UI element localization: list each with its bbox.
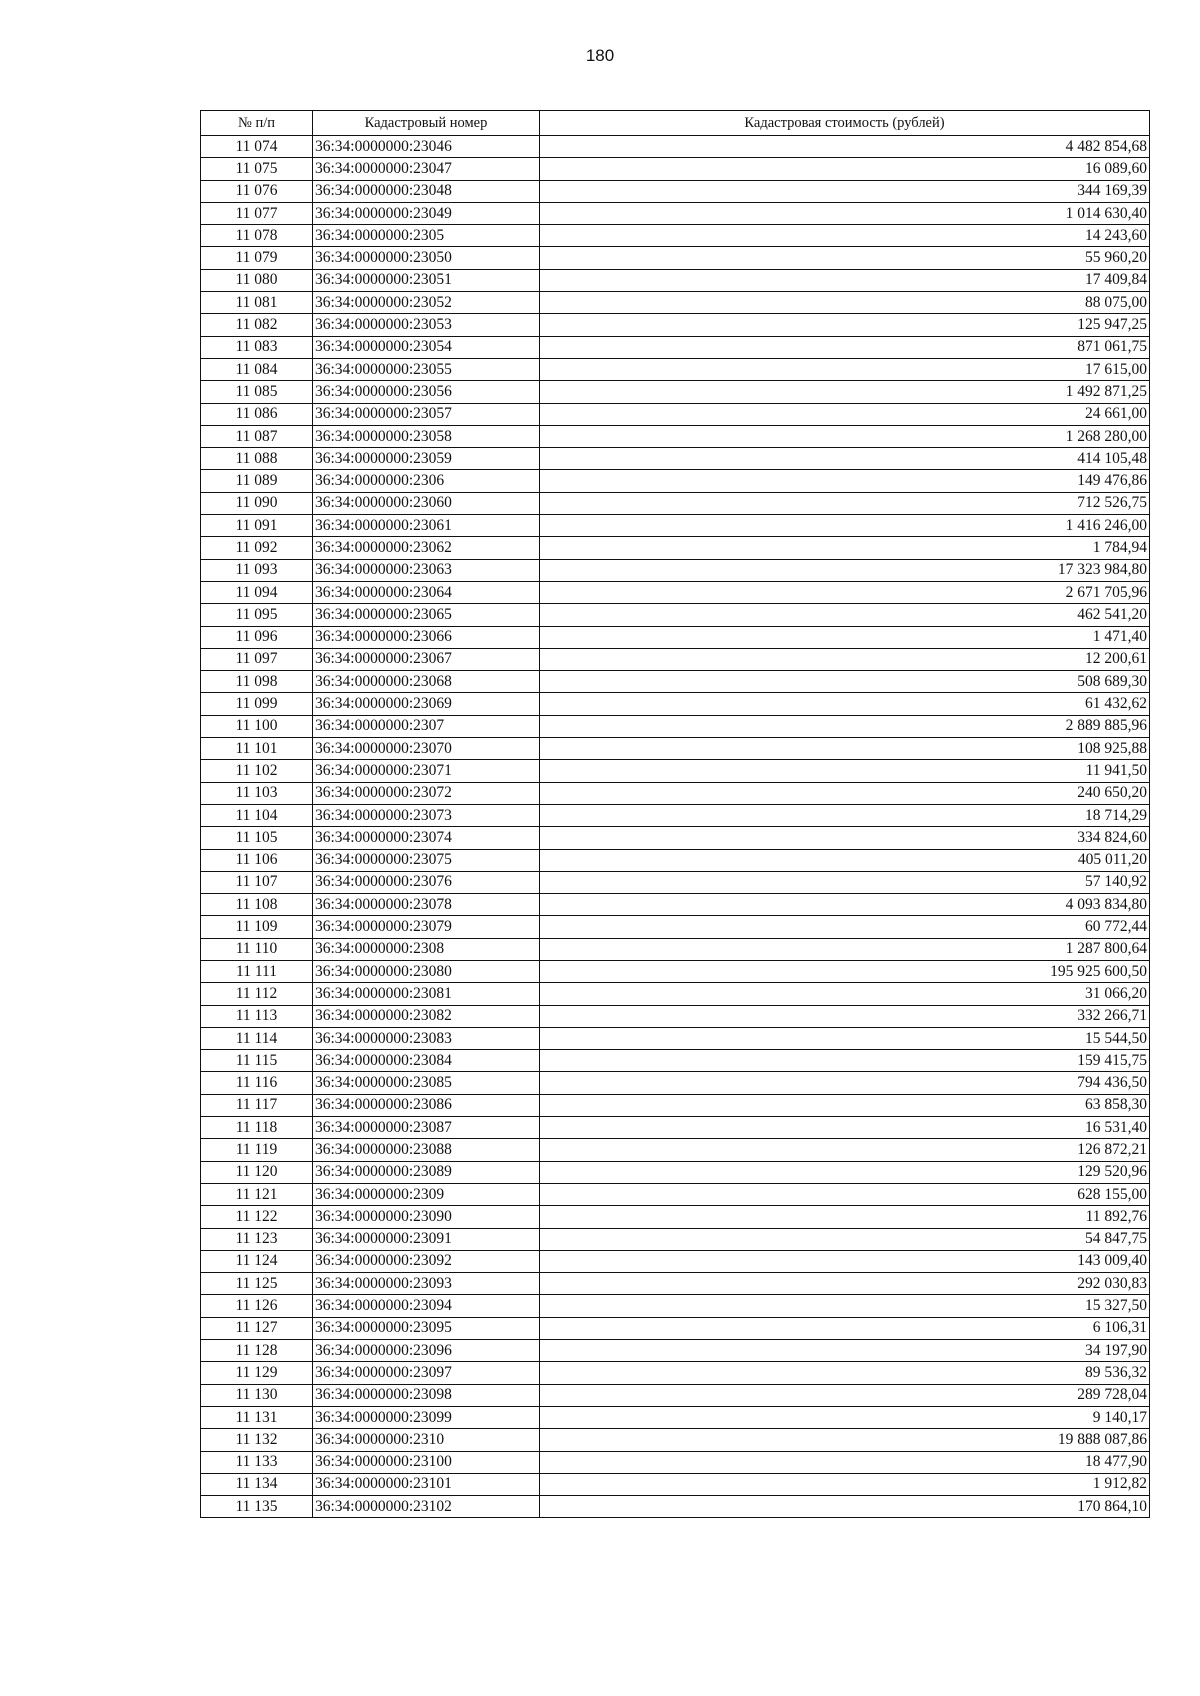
- cadastral-value-cell: 405 011,20: [540, 849, 1150, 871]
- cadastral-value-cell: 19 888 087,86: [540, 1429, 1150, 1451]
- table-row: [201, 537, 1150, 559]
- cadastral-number-cell: 36:34:0000000:23048: [313, 180, 540, 202]
- row-number-cell: 11 111: [201, 960, 313, 982]
- row-number-cell: 11 076: [201, 180, 313, 202]
- cadastral-value-cell: 6 106,31: [540, 1317, 1150, 1339]
- row-number-cell: 11 129: [201, 1362, 313, 1384]
- row-number-cell: 11 082: [201, 314, 313, 336]
- cadastral-number-cell: 36:34:0000000:23079: [313, 916, 540, 938]
- cadastral-number-cell: 36:34:0000000:2308: [313, 938, 540, 960]
- cadastral-number-cell: 36:34:0000000:23082: [313, 1005, 540, 1027]
- cadastral-number-cell: 36:34:0000000:23097: [313, 1362, 540, 1384]
- cadastral-value-cell: 12 200,61: [540, 648, 1150, 670]
- table-row: [201, 1429, 1150, 1451]
- cadastral-value-cell: 63 858,30: [540, 1094, 1150, 1116]
- row-number-cell: 11 112: [201, 983, 313, 1005]
- row-number-cell: 11 133: [201, 1451, 313, 1473]
- row-number-cell: 11 090: [201, 492, 313, 514]
- cadastral-number-cell: 36:34:0000000:23056: [313, 381, 540, 403]
- cadastral-value-cell: 2 889 885,96: [540, 715, 1150, 737]
- table-row: [201, 1473, 1150, 1495]
- row-number-cell: 11 104: [201, 804, 313, 826]
- cadastral-value-cell: 289 728,04: [540, 1384, 1150, 1406]
- cadastral-value-cell: 126 872,21: [540, 1139, 1150, 1161]
- row-number-cell: 11 114: [201, 1027, 313, 1049]
- cadastral-number-cell: 36:34:0000000:23067: [313, 648, 540, 670]
- cadastral-value-cell: 1 912,82: [540, 1473, 1150, 1495]
- table-row: [201, 782, 1150, 804]
- cadastral-number-cell: 36:34:0000000:23073: [313, 804, 540, 826]
- cadastral-number-cell: 36:34:0000000:23050: [313, 247, 540, 269]
- table-row: [201, 158, 1150, 180]
- cadastral-number-cell: 36:34:0000000:23080: [313, 960, 540, 982]
- table-row: [201, 1139, 1150, 1161]
- cadastral-value-cell: 9 140,17: [540, 1406, 1150, 1428]
- row-number-cell: 11 118: [201, 1117, 313, 1139]
- cadastral-value-cell: 4 093 834,80: [540, 894, 1150, 916]
- cadastral-number-cell: 36:34:0000000:23088: [313, 1139, 540, 1161]
- table-row: [201, 671, 1150, 693]
- cadastral-value-cell: 462 541,20: [540, 604, 1150, 626]
- header-cadastral-value: Кадастровая стоимость (рублей): [540, 111, 1150, 136]
- cadastral-value-cell: 1 014 630,40: [540, 202, 1150, 224]
- table-row: [201, 827, 1150, 849]
- row-number-cell: 11 089: [201, 470, 313, 492]
- table-row: [201, 871, 1150, 893]
- row-number-cell: 11 117: [201, 1094, 313, 1116]
- row-number-cell: 11 098: [201, 671, 313, 693]
- cadastral-value-cell: 17 323 984,80: [540, 559, 1150, 581]
- table-row: [201, 894, 1150, 916]
- row-number-cell: 11 110: [201, 938, 313, 960]
- row-number-cell: 11 092: [201, 537, 313, 559]
- table-row: [201, 448, 1150, 470]
- cadastral-value-cell: 1 471,40: [540, 626, 1150, 648]
- row-number-cell: 11 130: [201, 1384, 313, 1406]
- cadastral-value-cell: 149 476,86: [540, 470, 1150, 492]
- cadastral-value-cell: 129 520,96: [540, 1161, 1150, 1183]
- cadastral-value-cell: 4 482 854,68: [540, 136, 1150, 158]
- cadastral-value-cell: 11 892,76: [540, 1206, 1150, 1228]
- table-row: [201, 1206, 1150, 1228]
- table-row: [201, 849, 1150, 871]
- table-row: [201, 314, 1150, 336]
- cadastral-number-cell: 36:34:0000000:23075: [313, 849, 540, 871]
- cadastral-number-cell: 36:34:0000000:23094: [313, 1295, 540, 1317]
- table-row: [201, 604, 1150, 626]
- table-row: [201, 648, 1150, 670]
- cadastral-number-cell: 36:34:0000000:2310: [313, 1429, 540, 1451]
- table-row: [201, 916, 1150, 938]
- cadastral-value-cell: 1 784,94: [540, 537, 1150, 559]
- row-number-cell: 11 074: [201, 136, 313, 158]
- cadastral-value-cell: 61 432,62: [540, 693, 1150, 715]
- table-row: [201, 1005, 1150, 1027]
- table-row: [201, 492, 1150, 514]
- table-row: [201, 1050, 1150, 1072]
- table-row: [201, 1362, 1150, 1384]
- row-number-cell: 11 135: [201, 1496, 313, 1518]
- cadastral-number-cell: 36:34:0000000:23064: [313, 581, 540, 603]
- cadastral-number-cell: 36:34:0000000:23087: [313, 1117, 540, 1139]
- table-row: [201, 559, 1150, 581]
- table-row: [201, 581, 1150, 603]
- row-number-cell: 11 126: [201, 1295, 313, 1317]
- cadastral-number-cell: 36:34:0000000:2307: [313, 715, 540, 737]
- cadastral-value-cell: 60 772,44: [540, 916, 1150, 938]
- cadastral-number-cell: 36:34:0000000:23091: [313, 1228, 540, 1250]
- cadastral-number-cell: 36:34:0000000:23072: [313, 782, 540, 804]
- cadastral-value-cell: 24 661,00: [540, 403, 1150, 425]
- cadastre-table: [200, 110, 1150, 1518]
- row-number-cell: 11 113: [201, 1005, 313, 1027]
- cadastral-value-cell: 344 169,39: [540, 180, 1150, 202]
- cadastral-number-cell: 36:34:0000000:23055: [313, 358, 540, 380]
- table-row: [201, 1072, 1150, 1094]
- header-cadastral-number: Кадастровый номер: [313, 111, 540, 136]
- cadastral-number-cell: 36:34:0000000:2305: [313, 225, 540, 247]
- cadastral-number-cell: 36:34:0000000:23059: [313, 448, 540, 470]
- table-row: [201, 1317, 1150, 1339]
- cadastral-value-cell: 1 416 246,00: [540, 515, 1150, 537]
- cadastral-value-cell: 108 925,88: [540, 738, 1150, 760]
- table-row: [201, 515, 1150, 537]
- row-number-cell: 11 099: [201, 693, 313, 715]
- table-row: [201, 1451, 1150, 1473]
- cadastral-value-cell: 143 009,40: [540, 1250, 1150, 1272]
- cadastral-number-cell: 36:34:0000000:23049: [313, 202, 540, 224]
- table-body: [201, 136, 1150, 1518]
- cadastral-value-cell: 414 105,48: [540, 448, 1150, 470]
- cadastral-number-cell: 36:34:0000000:23062: [313, 537, 540, 559]
- row-number-cell: 11 128: [201, 1340, 313, 1362]
- cadastral-value-cell: 89 536,32: [540, 1362, 1150, 1384]
- table-row: [201, 715, 1150, 737]
- table-row: [201, 693, 1150, 715]
- cadastral-number-cell: 36:34:0000000:23099: [313, 1406, 540, 1428]
- row-number-cell: 11 083: [201, 336, 313, 358]
- cadastral-number-cell: 36:34:0000000:23090: [313, 1206, 540, 1228]
- cadastral-number-cell: 36:34:0000000:23061: [313, 515, 540, 537]
- cadastral-value-cell: 34 197,90: [540, 1340, 1150, 1362]
- table-row: [201, 247, 1150, 269]
- table-row: [201, 626, 1150, 648]
- cadastral-value-cell: 334 824,60: [540, 827, 1150, 849]
- cadastral-number-cell: 36:34:0000000:23096: [313, 1340, 540, 1362]
- table-row: [201, 180, 1150, 202]
- cadastral-number-cell: 36:34:0000000:23074: [313, 827, 540, 849]
- row-number-cell: 11 115: [201, 1050, 313, 1072]
- cadastral-number-cell: 36:34:0000000:23092: [313, 1250, 540, 1272]
- cadastral-value-cell: 794 436,50: [540, 1072, 1150, 1094]
- row-number-cell: 11 109: [201, 916, 313, 938]
- row-number-cell: 11 103: [201, 782, 313, 804]
- row-number-cell: 11 123: [201, 1228, 313, 1250]
- table-row: [201, 1183, 1150, 1205]
- row-number-cell: 11 102: [201, 760, 313, 782]
- table-row: [201, 1228, 1150, 1250]
- row-number-cell: 11 134: [201, 1473, 313, 1495]
- row-number-cell: 11 119: [201, 1139, 313, 1161]
- table-row: [201, 1496, 1150, 1518]
- cadastral-number-cell: 36:34:0000000:23089: [313, 1161, 540, 1183]
- table-row: [201, 381, 1150, 403]
- cadastral-value-cell: 871 061,75: [540, 336, 1150, 358]
- row-number-cell: 11 077: [201, 202, 313, 224]
- cadastral-value-cell: 1 287 800,64: [540, 938, 1150, 960]
- row-number-cell: 11 106: [201, 849, 313, 871]
- cadastral-value-cell: 31 066,20: [540, 983, 1150, 1005]
- table-row: [201, 1027, 1150, 1049]
- row-number-cell: 11 097: [201, 648, 313, 670]
- table-row: [201, 960, 1150, 982]
- cadastral-number-cell: 36:34:0000000:23066: [313, 626, 540, 648]
- cadastral-value-cell: 11 941,50: [540, 760, 1150, 782]
- table-row: [201, 403, 1150, 425]
- cadastral-number-cell: 36:34:0000000:23102: [313, 1496, 540, 1518]
- cadastral-value-cell: 18 477,90: [540, 1451, 1150, 1473]
- table-row: [201, 470, 1150, 492]
- cadastral-value-cell: 15 544,50: [540, 1027, 1150, 1049]
- table-row: [201, 1340, 1150, 1362]
- cadastral-number-cell: 36:34:0000000:23063: [313, 559, 540, 581]
- cadastral-number-cell: 36:34:0000000:23068: [313, 671, 540, 693]
- row-number-cell: 11 132: [201, 1429, 313, 1451]
- table-row: [201, 1250, 1150, 1272]
- row-number-cell: 11 101: [201, 738, 313, 760]
- row-number-cell: 11 084: [201, 358, 313, 380]
- cadastral-number-cell: 36:34:0000000:23076: [313, 871, 540, 893]
- cadastral-value-cell: 628 155,00: [540, 1183, 1150, 1205]
- header-row: [201, 111, 1150, 136]
- cadastral-number-cell: 36:34:0000000:23051: [313, 269, 540, 291]
- row-number-cell: 11 124: [201, 1250, 313, 1272]
- cadastral-number-cell: 36:34:0000000:2309: [313, 1183, 540, 1205]
- cadastral-number-cell: 36:34:0000000:23084: [313, 1050, 540, 1072]
- cadastral-number-cell: 36:34:0000000:23101: [313, 1473, 540, 1495]
- cadastral-value-cell: 1 268 280,00: [540, 425, 1150, 447]
- row-number-cell: 11 100: [201, 715, 313, 737]
- cadastral-value-cell: 16 531,40: [540, 1117, 1150, 1139]
- cadastral-number-cell: 36:34:0000000:23078: [313, 894, 540, 916]
- cadastral-number-cell: 36:34:0000000:23065: [313, 604, 540, 626]
- table-row: [201, 938, 1150, 960]
- cadastral-value-cell: 332 266,71: [540, 1005, 1150, 1027]
- row-number-cell: 11 131: [201, 1406, 313, 1428]
- table-row: [201, 358, 1150, 380]
- cadastral-value-cell: 15 327,50: [540, 1295, 1150, 1317]
- cadastral-value-cell: 54 847,75: [540, 1228, 1150, 1250]
- cadastral-number-cell: 36:34:0000000:23069: [313, 693, 540, 715]
- table-row: [201, 1406, 1150, 1428]
- cadastral-value-cell: 17 409,84: [540, 269, 1150, 291]
- cadastral-value-cell: 195 925 600,50: [540, 960, 1150, 982]
- cadastral-number-cell: 36:34:0000000:2306: [313, 470, 540, 492]
- cadastral-number-cell: 36:34:0000000:23054: [313, 336, 540, 358]
- row-number-cell: 11 125: [201, 1273, 313, 1295]
- cadastral-number-cell: 36:34:0000000:23100: [313, 1451, 540, 1473]
- table-row: [201, 425, 1150, 447]
- cadastral-value-cell: 170 864,10: [540, 1496, 1150, 1518]
- cadastral-number-cell: 36:34:0000000:23093: [313, 1273, 540, 1295]
- table-row: [201, 1161, 1150, 1183]
- cadastral-number-cell: 36:34:0000000:23047: [313, 158, 540, 180]
- row-number-cell: 11 078: [201, 225, 313, 247]
- table-row: [201, 1384, 1150, 1406]
- row-number-cell: 11 108: [201, 894, 313, 916]
- table-row: [201, 738, 1150, 760]
- cadastral-number-cell: 36:34:0000000:23071: [313, 760, 540, 782]
- cadastral-value-cell: 88 075,00: [540, 292, 1150, 314]
- row-number-cell: 11 086: [201, 403, 313, 425]
- table-row: [201, 225, 1150, 247]
- cadastral-number-cell: 36:34:0000000:23070: [313, 738, 540, 760]
- cadastral-value-cell: 508 689,30: [540, 671, 1150, 693]
- cadastral-value-cell: 2 671 705,96: [540, 581, 1150, 603]
- table-row: [201, 136, 1150, 158]
- cadastral-number-cell: 36:34:0000000:23086: [313, 1094, 540, 1116]
- cadastral-number-cell: 36:34:0000000:23081: [313, 983, 540, 1005]
- row-number-cell: 11 085: [201, 381, 313, 403]
- cadastral-value-cell: 125 947,25: [540, 314, 1150, 336]
- table-header: [201, 111, 1150, 136]
- table-row: [201, 269, 1150, 291]
- cadastral-number-cell: 36:34:0000000:23053: [313, 314, 540, 336]
- row-number-cell: 11 121: [201, 1183, 313, 1205]
- cadastral-number-cell: 36:34:0000000:23052: [313, 292, 540, 314]
- row-number-cell: 11 122: [201, 1206, 313, 1228]
- table-row: [201, 983, 1150, 1005]
- row-number-cell: 11 107: [201, 871, 313, 893]
- cadastral-number-cell: 36:34:0000000:23058: [313, 425, 540, 447]
- cadastral-value-cell: 17 615,00: [540, 358, 1150, 380]
- cadastral-number-cell: 36:34:0000000:23098: [313, 1384, 540, 1406]
- table-row: [201, 202, 1150, 224]
- row-number-cell: 11 105: [201, 827, 313, 849]
- row-number-cell: 11 088: [201, 448, 313, 470]
- table-row: [201, 292, 1150, 314]
- cadastral-value-cell: 159 415,75: [540, 1050, 1150, 1072]
- row-number-cell: 11 095: [201, 604, 313, 626]
- row-number-cell: 11 094: [201, 581, 313, 603]
- row-number-cell: 11 091: [201, 515, 313, 537]
- cadastral-value-cell: 18 714,29: [540, 804, 1150, 826]
- cadastral-value-cell: 16 089,60: [540, 158, 1150, 180]
- row-number-cell: 11 079: [201, 247, 313, 269]
- cadastral-value-cell: 240 650,20: [540, 782, 1150, 804]
- cadastral-number-cell: 36:34:0000000:23060: [313, 492, 540, 514]
- page-number: 180: [585, 46, 615, 65]
- cadastral-number-cell: 36:34:0000000:23057: [313, 403, 540, 425]
- row-number-cell: 11 087: [201, 425, 313, 447]
- row-number-cell: 11 093: [201, 559, 313, 581]
- table-row: [201, 1295, 1150, 1317]
- cadastral-number-cell: 36:34:0000000:23083: [313, 1027, 540, 1049]
- table-row: [201, 1117, 1150, 1139]
- row-number-cell: 11 096: [201, 626, 313, 648]
- table-row: [201, 1273, 1150, 1295]
- row-number-cell: 11 081: [201, 292, 313, 314]
- table-row: [201, 760, 1150, 782]
- table-row: [201, 804, 1150, 826]
- cadastral-value-cell: 1 492 871,25: [540, 381, 1150, 403]
- cadastral-value-cell: 57 140,92: [540, 871, 1150, 893]
- header-row-number: № п/п: [201, 111, 313, 136]
- table-row: [201, 1094, 1150, 1116]
- table-row: [201, 336, 1150, 358]
- row-number-cell: 11 075: [201, 158, 313, 180]
- row-number-cell: 11 120: [201, 1161, 313, 1183]
- cadastral-number-cell: 36:34:0000000:23095: [313, 1317, 540, 1339]
- cadastral-value-cell: 712 526,75: [540, 492, 1150, 514]
- cadastral-number-cell: 36:34:0000000:23046: [313, 136, 540, 158]
- row-number-cell: 11 116: [201, 1072, 313, 1094]
- cadastral-value-cell: 292 030,83: [540, 1273, 1150, 1295]
- cadastral-value-cell: 14 243,60: [540, 225, 1150, 247]
- cadastral-number-cell: 36:34:0000000:23085: [313, 1072, 540, 1094]
- row-number-cell: 11 080: [201, 269, 313, 291]
- row-number-cell: 11 127: [201, 1317, 313, 1339]
- cadastral-value-cell: 55 960,20: [540, 247, 1150, 269]
